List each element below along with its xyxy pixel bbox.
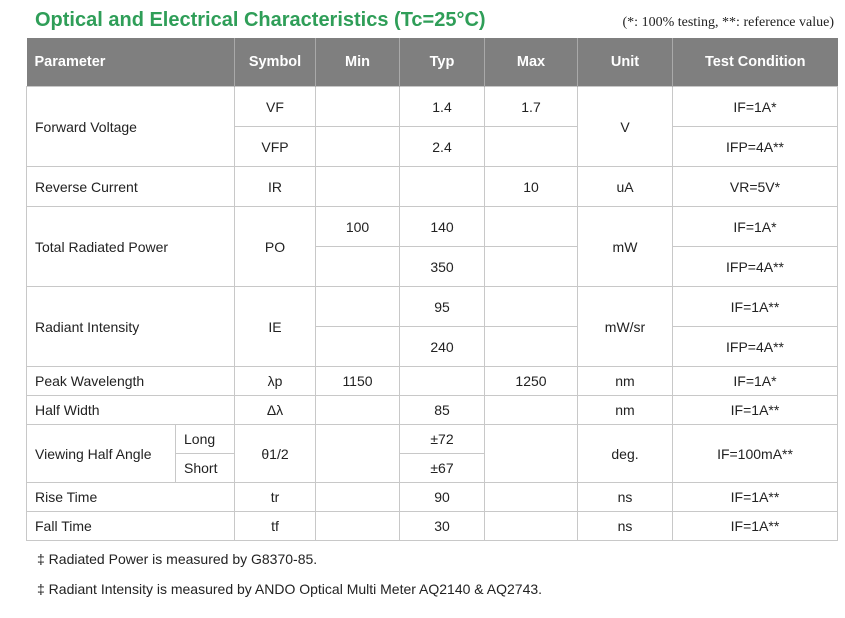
table-row <box>27 396 838 425</box>
condition-cell: IFP=4A** <box>673 247 838 287</box>
symbol-cell: PO <box>235 207 316 287</box>
header-test-condition: Test Condition <box>673 38 838 87</box>
typ-cell: ±67 <box>400 454 485 483</box>
unit-cell: mW/sr <box>578 287 673 367</box>
max-cell: 10 <box>485 167 578 207</box>
footnote-radiated-power: ‡ Radiated Power is measured by G8370-85. <box>37 551 318 567</box>
footnote-radiant-intensity: ‡ Radiant Intensity is measured by ANDO Optical Multi Meter AQ2140 & AQ2743. <box>37 581 543 597</box>
param-rise-time: Rise Time <box>27 483 235 512</box>
table-row <box>27 425 838 454</box>
unit-cell: ns <box>578 512 673 541</box>
param-fall-time: Fall Time <box>27 512 235 541</box>
min-cell <box>316 287 400 327</box>
min-cell <box>316 247 400 287</box>
sub-param-long: Long <box>176 425 235 454</box>
symbol-cell: θ1/2 <box>235 425 316 483</box>
max-cell <box>485 287 578 327</box>
condition-cell: IF=1A* <box>673 367 838 396</box>
max-cell <box>485 396 578 425</box>
condition-cell: IF=1A** <box>673 287 838 327</box>
min-cell <box>316 87 400 127</box>
max-cell <box>485 327 578 367</box>
table-row <box>27 287 838 327</box>
table-row <box>27 367 838 396</box>
max-cell <box>485 247 578 287</box>
condition-cell: IF=1A* <box>673 87 838 127</box>
symbol-vfp: VFP <box>235 127 316 167</box>
max-cell <box>485 425 578 483</box>
unit-cell: nm <box>578 367 673 396</box>
condition-cell: IFP=4A** <box>673 127 838 167</box>
max-cell <box>485 483 578 512</box>
typ-cell: 2.4 <box>400 127 485 167</box>
max-cell <box>485 127 578 167</box>
typ-cell: 1.4 <box>400 87 485 127</box>
table-row <box>27 483 838 512</box>
param-peak-wavelength: Peak Wavelength <box>27 367 235 396</box>
table-row <box>27 167 838 207</box>
max-cell <box>485 512 578 541</box>
symbol-cell: IE <box>235 287 316 367</box>
min-cell <box>316 483 400 512</box>
unit-cell: V <box>578 87 673 167</box>
characteristics-table <box>26 38 838 541</box>
header-unit: Unit <box>578 38 673 87</box>
page-title: Optical and Electrical Characteristics (Tc=25°C) <box>35 9 486 31</box>
typ-cell: 350 <box>400 247 485 287</box>
min-cell: 100 <box>316 207 400 247</box>
min-cell <box>316 396 400 425</box>
typ-cell <box>400 367 485 396</box>
unit-cell: ns <box>578 483 673 512</box>
header-row <box>27 38 838 87</box>
header-min: Min <box>316 38 400 87</box>
header-typ: Typ <box>400 38 485 87</box>
condition-cell: IF=1A** <box>673 512 838 541</box>
header-parameter: Parameter <box>27 38 235 87</box>
symbol-cell: tf <box>235 512 316 541</box>
min-cell <box>316 512 400 541</box>
min-cell <box>316 425 400 483</box>
param-reverse-current: Reverse Current <box>27 167 235 207</box>
typ-cell: 85 <box>400 396 485 425</box>
header-symbol: Symbol <box>235 38 316 87</box>
condition-cell: IFP=4A** <box>673 327 838 367</box>
typ-cell: 90 <box>400 483 485 512</box>
param-forward-voltage: Forward Voltage <box>27 87 235 167</box>
condition-cell: IF=1A* <box>673 207 838 247</box>
unit-cell: mW <box>578 207 673 287</box>
symbol-vf: VF <box>235 87 316 127</box>
typ-cell: 95 <box>400 287 485 327</box>
condition-cell: IF=1A** <box>673 396 838 425</box>
param-half-width: Half Width <box>27 396 235 425</box>
header-max: Max <box>485 38 578 87</box>
symbol-cell: tr <box>235 483 316 512</box>
symbol-cell: IR <box>235 167 316 207</box>
symbol-cell: λp <box>235 367 316 396</box>
min-cell <box>316 127 400 167</box>
table-row <box>27 512 838 541</box>
unit-cell: uA <box>578 167 673 207</box>
max-cell <box>485 207 578 247</box>
unit-cell: deg. <box>578 425 673 483</box>
condition-cell: IF=1A** <box>673 483 838 512</box>
max-cell: 1250 <box>485 367 578 396</box>
param-radiant-intensity: Radiant Intensity <box>27 287 235 367</box>
param-total-radiated-power: Total Radiated Power <box>27 207 235 287</box>
typ-cell: ±72 <box>400 425 485 454</box>
condition-cell: VR=5V* <box>673 167 838 207</box>
typ-cell: 240 <box>400 327 485 367</box>
min-cell: 1150 <box>316 367 400 396</box>
param-viewing-half-angle: Viewing Half Angle <box>27 425 176 483</box>
typ-cell: 30 <box>400 512 485 541</box>
min-cell <box>316 327 400 367</box>
table-row <box>27 87 838 127</box>
max-cell: 1.7 <box>485 87 578 127</box>
symbol-cell: Δλ <box>235 396 316 425</box>
sub-param-short: Short <box>176 454 235 483</box>
testing-note: (*: 100% testing, **: reference value) <box>622 15 834 30</box>
typ-cell: 140 <box>400 207 485 247</box>
condition-cell: IF=100mA** <box>673 425 838 483</box>
typ-cell <box>400 167 485 207</box>
min-cell <box>316 167 400 207</box>
unit-cell: nm <box>578 396 673 425</box>
table-row <box>27 207 838 247</box>
